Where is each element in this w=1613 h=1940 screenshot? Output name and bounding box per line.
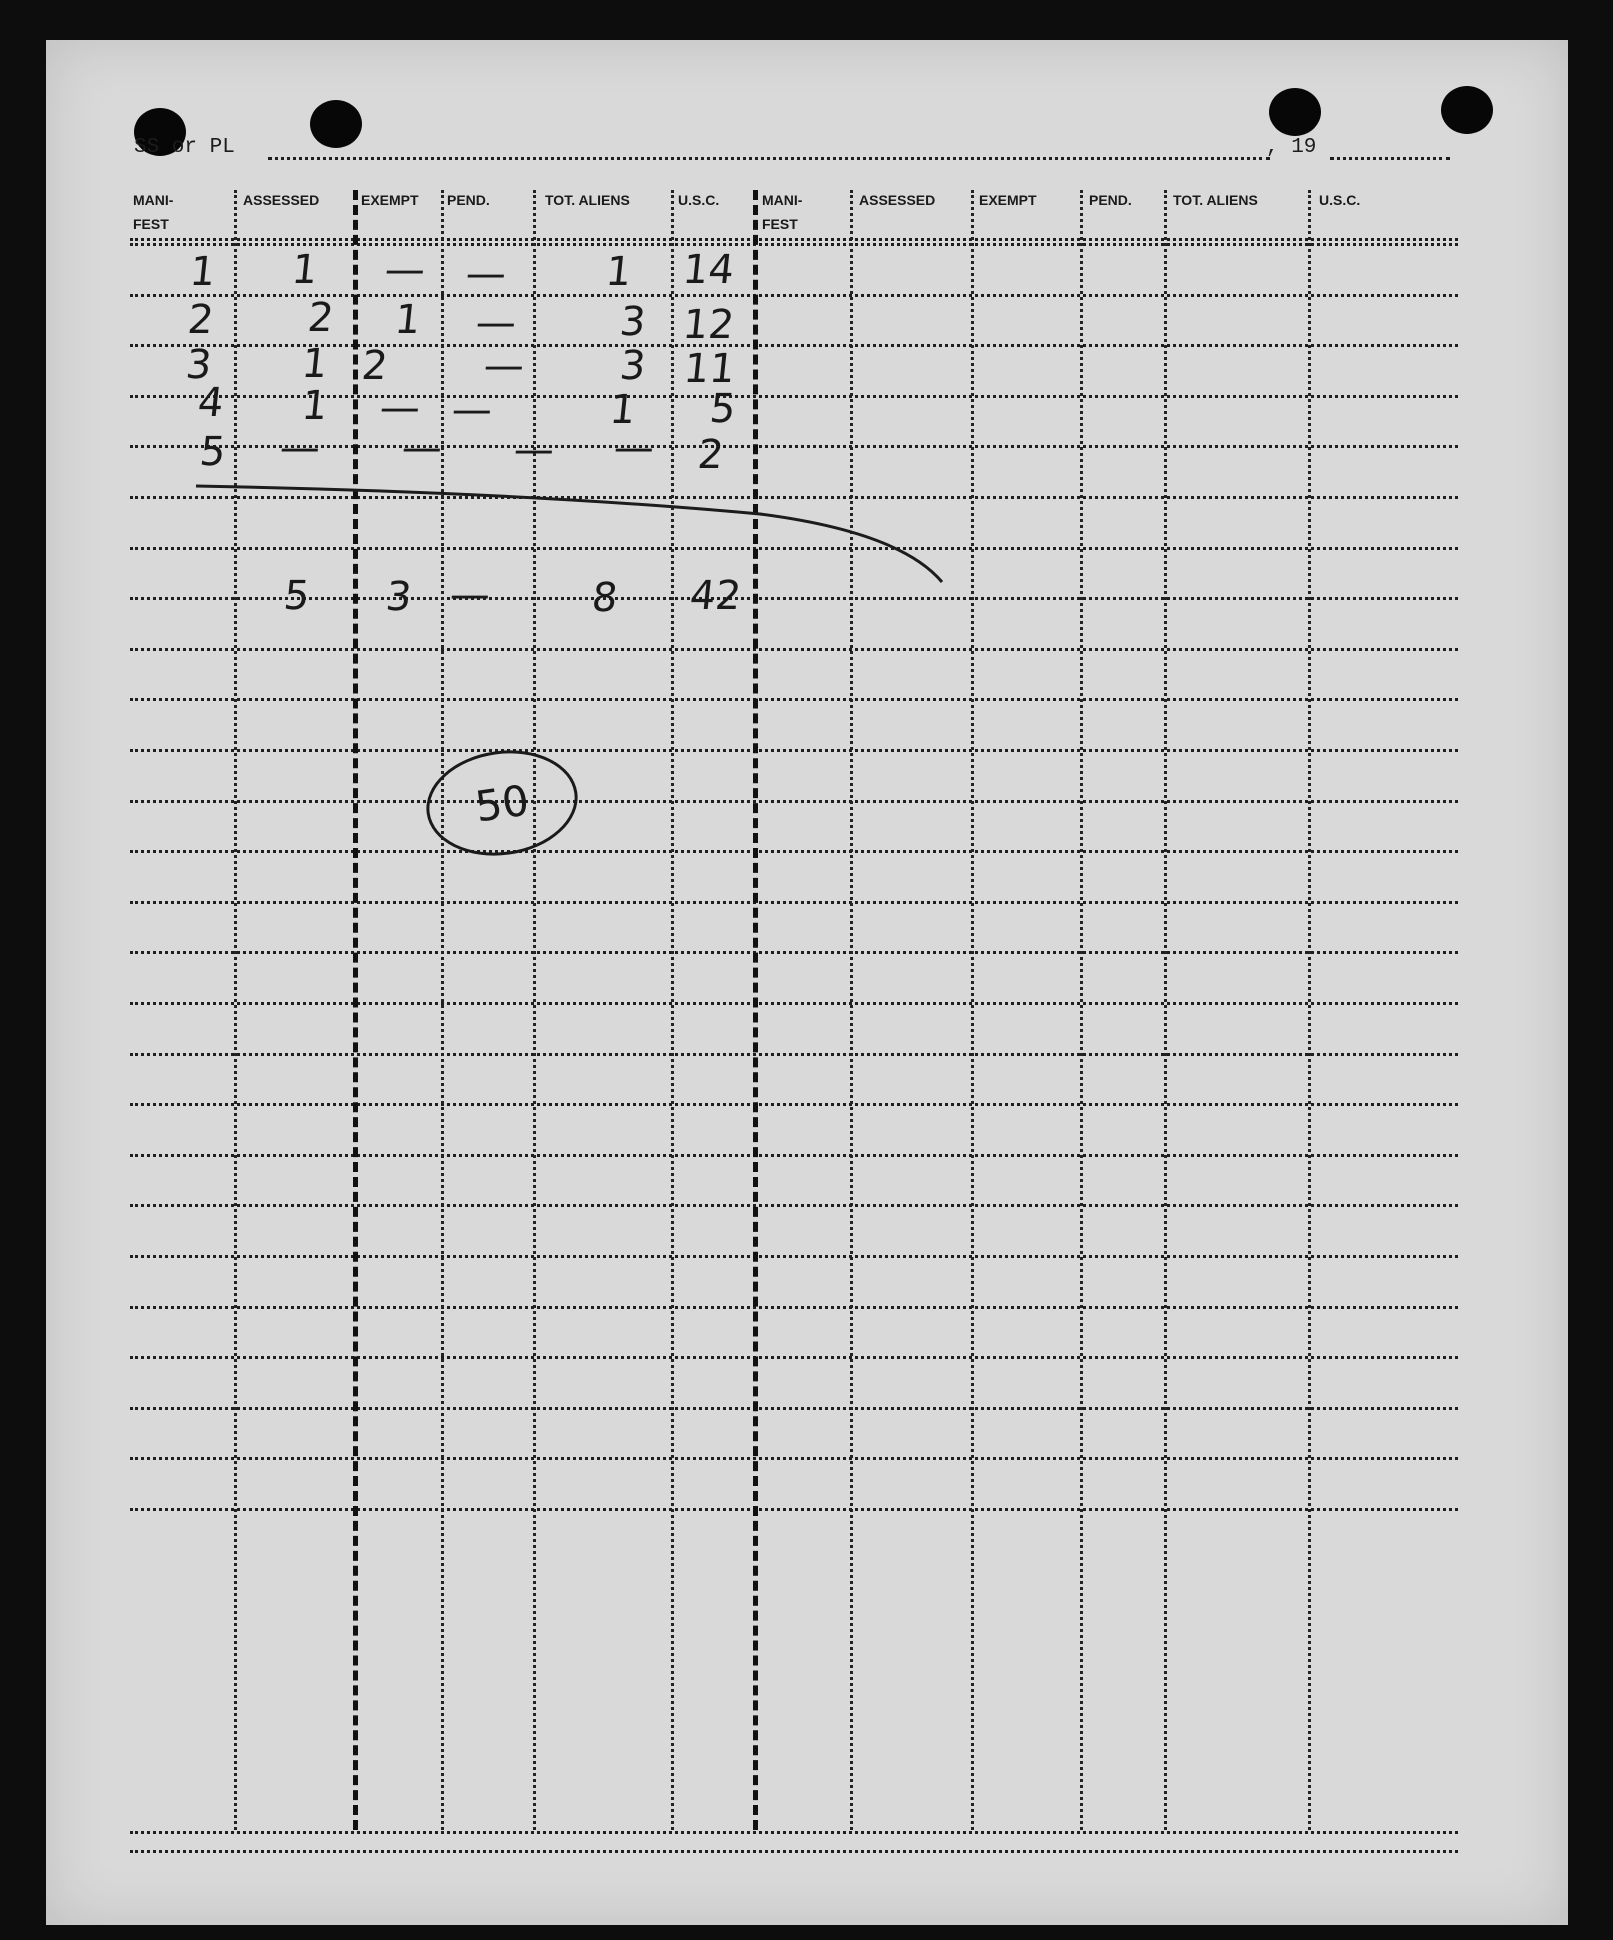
row-2-manifest: 2 [185, 297, 216, 343]
row-5-assessed: — [277, 425, 323, 471]
circled-count-value: 50 [472, 775, 532, 831]
row-3-exempt: 2 [359, 343, 390, 389]
row-3-pend: — [481, 343, 527, 389]
col-header-manifest: MANI- FEST [133, 192, 174, 232]
col-header-assessed: ASSESSED [243, 192, 320, 208]
row-1-manifest: 1 [187, 249, 218, 295]
row-4-exempt: — [377, 385, 423, 431]
row-2-pend: — [473, 300, 519, 346]
row-5-tot-aliens: — [611, 425, 657, 471]
total-pend: — [447, 572, 493, 618]
row-2-usc: 12 [680, 302, 737, 348]
row-1-assessed: 1 [289, 247, 320, 293]
row-1-exempt: — [382, 247, 428, 293]
row-4-pend: — [449, 387, 495, 433]
row-2-assessed: 2 [305, 295, 336, 341]
row-4-assessed: 1 [299, 383, 330, 429]
row-5-pend: — [511, 427, 557, 473]
row-1-pend: — [463, 251, 509, 297]
col-header-pend: PEND. [447, 192, 490, 208]
row-3-usc: 11 [681, 346, 738, 392]
col-header-tot-aliens: TOT. ALIENS [545, 192, 630, 208]
row-3-tot-aliens: 3 [617, 343, 648, 389]
col-header-tot-aliens-2: TOT. ALIENS [1173, 192, 1258, 208]
row-3-manifest: 3 [183, 342, 214, 388]
row-1-tot-aliens: 1 [603, 249, 634, 295]
col-header-manifest-2: MANI- FEST [762, 192, 803, 232]
year-label: , 19 [1266, 136, 1317, 159]
col-header-exempt-2: EXEMPT [979, 192, 1037, 208]
row-5-exempt: — [399, 425, 445, 471]
col-header-exempt: EXEMPT [361, 192, 419, 208]
row-3-assessed: 1 [299, 341, 330, 387]
row-5-usc: 2 [695, 432, 726, 478]
total-exempt: 3 [383, 574, 414, 620]
row-5-manifest: 5 [197, 429, 228, 475]
col-header-usc-2: U.S.C. [1319, 192, 1361, 208]
row-2-tot-aliens: 3 [617, 299, 648, 345]
col-header-usc: U.S.C. [678, 192, 720, 208]
row-4-usc: 5 [707, 386, 738, 432]
row-4-tot-aliens: 1 [607, 387, 638, 433]
col-header-assessed-2: ASSESSED [859, 192, 936, 208]
total-assessed: 5 [281, 573, 312, 619]
row-2-exempt: 1 [392, 297, 423, 343]
col-header-pend-2: PEND. [1089, 192, 1132, 208]
total-usc: 42 [687, 573, 744, 619]
row-1-usc: 14 [680, 247, 737, 293]
total-tot-aliens: 8 [589, 575, 620, 621]
ss-or-pl-label: SS or PL [134, 136, 235, 159]
row-4-manifest: 4 [195, 380, 226, 426]
